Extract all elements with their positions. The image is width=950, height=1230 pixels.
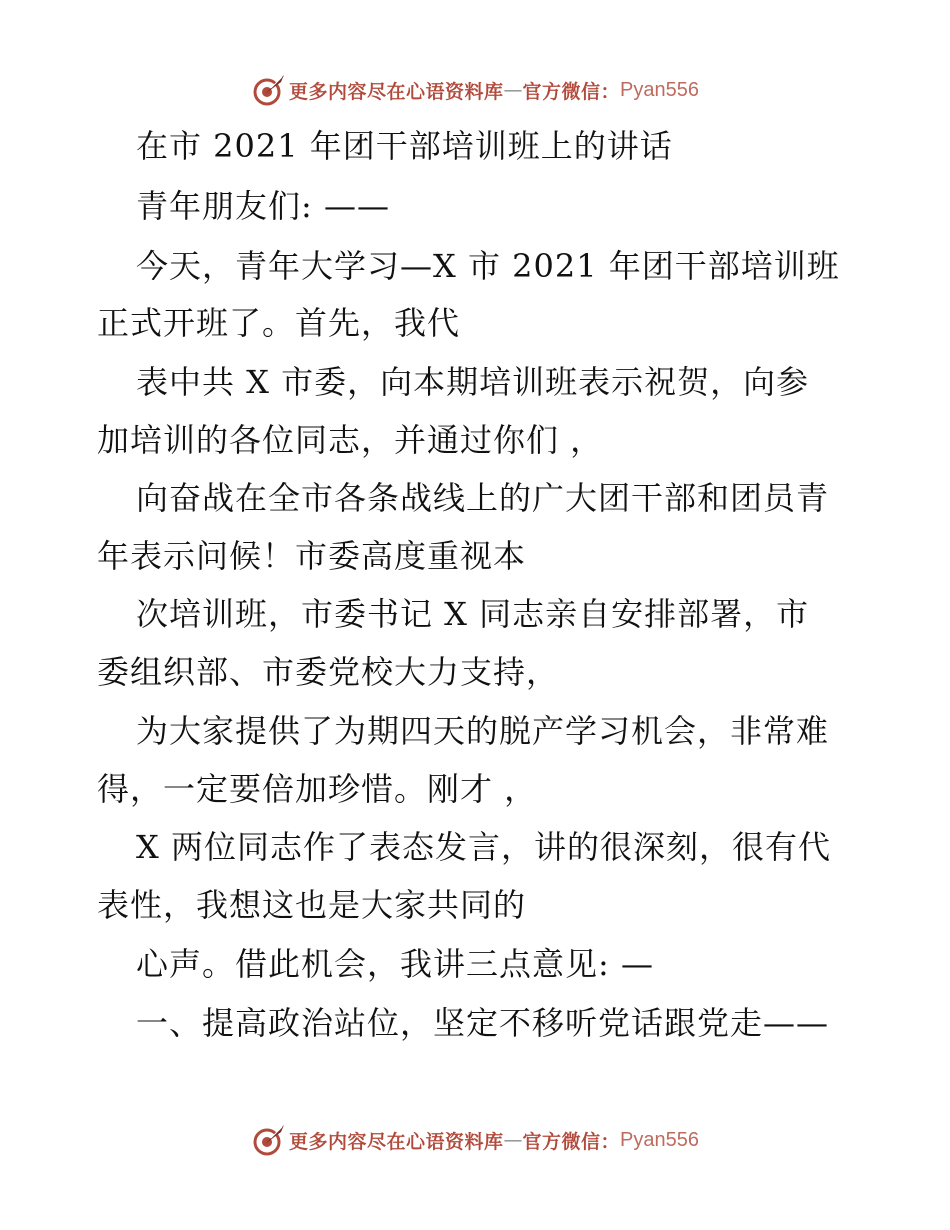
section-heading: 一、提高政治站位，坚定不移听党话跟党走—— xyxy=(136,1004,830,1042)
watermark-label: 官方微信： xyxy=(522,1130,621,1153)
text-line: 委组织部、市委党校大力支持， xyxy=(97,653,560,691)
text-line: 得，一定要倍加珍惜。刚才 ， xyxy=(97,770,538,808)
text-line: 加培训的各位同志，并通过你们 ， xyxy=(97,421,604,459)
text-line: 表性，我想这也是大家共同的 xyxy=(97,886,527,924)
watermark-brand: 更多内容尽在心语资料库 xyxy=(289,80,504,103)
text-line: 次培训班，市委书记 X 同志亲自安排部署，市 xyxy=(136,595,810,633)
text-line: 年表示问候！市委高度重视本 xyxy=(97,537,527,575)
watermark-brand: 更多内容尽在心语资料库 xyxy=(289,1130,504,1153)
watermark-footer xyxy=(0,1120,950,1160)
salutation: 青年朋友们: —— xyxy=(136,187,390,225)
text-line: 心声。借此机会，我讲三点意见: — xyxy=(136,945,654,983)
text-line: 为大家提供了为期四天的脱产学习机会，非常难 xyxy=(136,712,830,750)
text-line: X 两位同志作了表态发言，讲的很深刻，很有代 xyxy=(136,828,831,866)
watermark-separator: — xyxy=(503,1129,523,1151)
text-line: 表中共 X 市委，向本期培训班表示祝贺，向参 xyxy=(136,363,810,401)
watermark-wechat-id: Pyan556 xyxy=(620,1128,699,1151)
watermark-header xyxy=(0,70,950,110)
text-line: 今天，青年大学习—X 市 2021 年团干部培训班 xyxy=(136,247,840,285)
text-line: 正式开班了。首先，我代 xyxy=(97,304,461,342)
watermark-separator: — xyxy=(503,79,523,101)
quill-logo-icon xyxy=(251,72,287,108)
quill-logo-icon xyxy=(251,1122,287,1158)
watermark-wechat-id: Pyan556 xyxy=(620,78,699,101)
watermark-label: 官方微信： xyxy=(522,80,621,103)
document-title: 在市 2021 年团干部培训班上的讲话 xyxy=(136,127,673,165)
text-line: 向奋战在全市各条战线上的广大团干部和团员青 xyxy=(136,479,830,517)
